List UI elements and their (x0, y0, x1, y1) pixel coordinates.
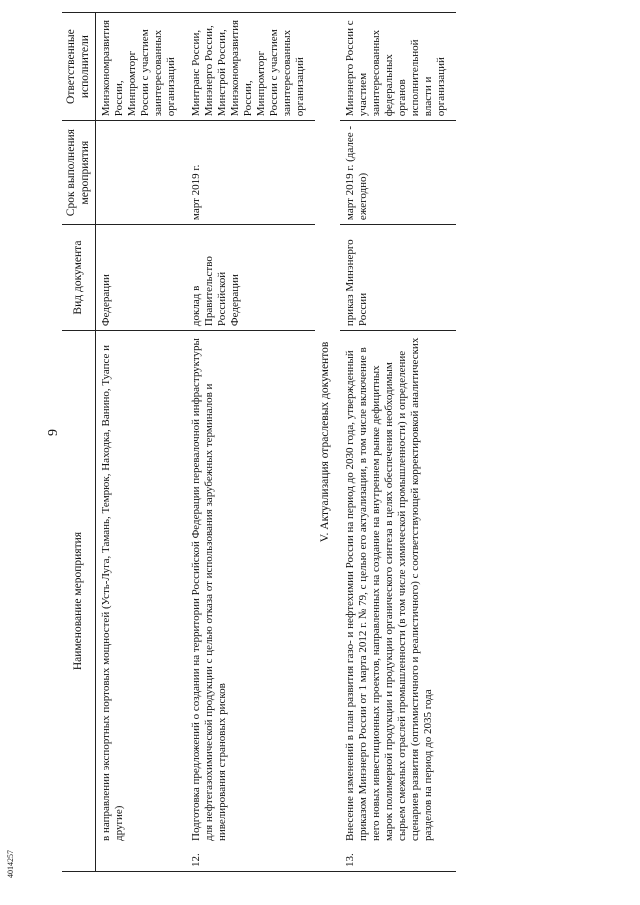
cell-kind: доклад в Правительство Российской Федерации (186, 225, 315, 331)
row-name: Внесение изменений в план развития газо- и нефтехимии России на период до 2030 года, утвержденный приказом Минэнерго России от 1 марта 2012 г. № 79, с целью его актуализации, в том числе включение в него новых инвестиционных проектов, направленных на создание на внутреннем рынке дефицитных марок полимерной продукции и продукции органического синтеза в целях обеспечения необходимым сырьем смежных отраслей промышленности (в том числе химической промышленности) и определение сценариев развития (оптимистичного и реалистичного) с соответствующей корректировкой аналитических разделов на период до 2035 года (344, 337, 435, 841)
table-row (186, 13, 315, 872)
section-heading-row (315, 13, 341, 872)
cell-name (96, 331, 186, 872)
cell-responsible: Минтранс России, Минэнерго России, Минстрой России, Минэкономразвития России, Минпромторг России с участием заинтересованных организаций (186, 13, 315, 121)
table-header-row (62, 13, 96, 872)
cell-kind: Федерации (96, 225, 186, 331)
page-number: 9 (46, 429, 61, 436)
continued-name: в направлении экспортных портовых мощностей (Усть-Луга, Тамань, Темрюк, Находка, Ванино, Туапсе и другие) (100, 344, 126, 841)
row-number: 13. (344, 853, 357, 867)
cell-responsible: Минэнерго России с участием заинтересованных федеральных органов исполнительной власти и организаций (340, 13, 456, 121)
section-heading: V. Актуализация отраслевых документов (318, 341, 331, 543)
cell-term: март 2019 г. (далее - ежегодно) (340, 121, 456, 225)
table-row (340, 13, 456, 872)
cell-term (96, 121, 186, 225)
cell-name (340, 331, 456, 872)
rotated-table-sheet (62, 12, 582, 872)
document-code: 4014257 (6, 850, 15, 878)
cell-term: март 2019 г. (186, 121, 315, 225)
header-name: Наименование мероприятия (62, 331, 96, 872)
header-term: Срок выполнения мероприятия (62, 121, 96, 225)
row-name: Подготовка предложений о создании на территории Российской Федерации перевалочной инфраструктуры для нефтегазохимической продукции с целью отказа от использования зарубежных терминалов и нивелирования страновых рисков (189, 338, 228, 841)
header-responsible: Ответственные исполнители (62, 13, 96, 121)
row-number: 12. (189, 853, 202, 867)
cell-responsible: Минэкономразвития России, Минпромторг России с участием заинтересованных организаций (96, 13, 186, 121)
cell-kind: приказ Минэнерго России (340, 225, 456, 331)
header-kind: Вид документа (62, 225, 96, 331)
cell-name (186, 331, 315, 872)
measures-table (62, 12, 456, 872)
table-row (96, 13, 186, 872)
